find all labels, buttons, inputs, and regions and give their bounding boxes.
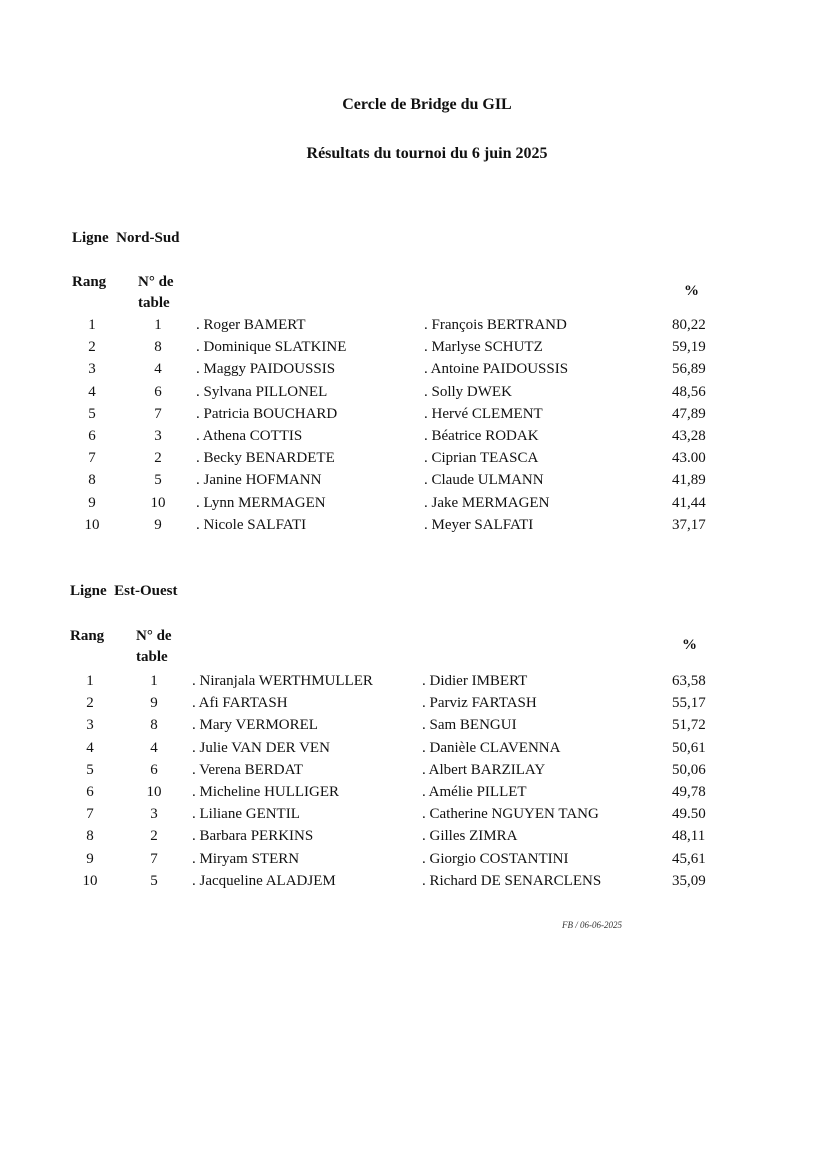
player2-name: . Claude ULMANN [424,472,544,489]
player2-name: . Antoine PAIDOUSSIS [424,361,569,378]
player1-name: . Liliane GENTIL [192,806,300,823]
table-number-cell: 8 [154,339,162,356]
percentage-cell: 41,89 [672,472,706,489]
player2-name: . Jake MERMAGEN [424,494,550,511]
rank-header: Rang [70,628,105,644]
rank-cell: 6 [88,427,96,444]
percentage-cell: 56,89 [672,361,706,378]
player2-name: . Meyer SALFATI [424,516,534,533]
percentage-cell: 48,11 [672,828,706,845]
player2-name: . Gilles ZIMRA [422,828,518,845]
table-row [0,851,826,873]
table-number-cell: 6 [150,761,158,778]
player1-name: . Janine HOFMANN [196,472,322,489]
table-row [0,339,826,361]
player2-name: . Solly DWEK [424,383,512,400]
rank-cell: 7 [86,806,94,823]
table-number-cell: 3 [154,427,162,444]
table-row [0,673,826,695]
table-number-cell: 7 [154,405,162,422]
rank-cell: 9 [88,494,96,511]
rank-cell: 1 [86,673,94,689]
rank-cell: 10 [84,516,100,533]
table-row [0,740,826,762]
percentage-cell: 47,89 [672,405,706,422]
section-title-est-ouest: Ligne Est-Ouest [70,583,178,599]
player1-name: . Athena COTTIS [196,427,303,444]
player1-name: . Nicole SALFATI [196,516,307,533]
table-number-cell: 1 [154,317,162,333]
table-header-line2: table [136,649,168,665]
section-title-nord-sud: Ligne Nord-Sud [72,230,180,246]
player1-name: . Micheline HULLIGER [192,783,340,800]
table-row [0,695,826,717]
table-row [0,784,826,806]
table-row [0,495,826,517]
table-row [0,717,826,739]
rank-cell: 5 [86,761,94,778]
results-table-est-ouest [0,673,826,895]
player2-name: . Albert BARZILAY [422,761,546,778]
percentage-cell: 50,06 [672,761,706,778]
table-number-cell: 3 [150,806,158,823]
percentage-cell: 43,28 [672,427,706,444]
table-number-cell: 5 [150,872,158,889]
percent-header: % [684,283,699,299]
table-header-line1: N° de [138,274,174,290]
table-number-cell: 10 [146,783,162,800]
percentage-cell: 43.00 [672,450,706,467]
rank-cell: 5 [88,405,96,422]
player1-name: . Jacqueline ALADJEM [192,872,336,889]
player1-name: . Miryam STERN [192,850,300,867]
table-row [0,384,826,406]
player2-name: . Béatrice RODAK [424,427,539,444]
percent-header: % [682,637,697,653]
table-number-cell: 8 [150,717,158,734]
table-row [0,406,826,428]
player2-name: . Danièle CLAVENNA [422,739,561,756]
player1-name: . Lynn MERMAGEN [196,494,326,511]
rank-cell: 7 [88,450,96,467]
footer-note: FB / 06-06-2025 [562,920,622,930]
tournament-title: Résultats du tournoi du 6 juin 2025 [306,145,548,162]
table-number-cell: 10 [150,494,166,511]
table-row [0,472,826,494]
rank-cell: 8 [86,828,94,845]
table-number-cell: 7 [150,850,158,867]
table-number-cell: 5 [154,472,162,489]
table-header-line1: N° de [136,628,172,644]
club-title: Cercle de Bridge du GIL [342,96,512,113]
player2-name: . Parviz FARTASH [422,695,537,712]
player2-name: . Marlyse SCHUTZ [424,339,543,356]
table-number-cell: 4 [150,739,158,756]
player1-name: . Mary VERMOREL [192,717,318,734]
rank-cell: 2 [88,339,96,356]
percentage-cell: 80,22 [672,317,706,333]
percentage-cell: 48,56 [672,383,706,400]
player1-name: . Patricia BOUCHARD [196,405,338,422]
table-number-cell: 2 [154,450,162,467]
table-number-cell: 2 [150,828,158,845]
results-table-nord-sud [0,317,826,539]
table-header [136,626,196,668]
rank-cell: 10 [82,872,98,889]
table-row [0,762,826,784]
table-row [0,317,826,339]
table-row [0,450,826,472]
player1-name: . Roger BAMERT [196,317,306,333]
rank-header: Rang [72,274,107,290]
player2-name: . Sam BENGUI [422,717,517,734]
player1-name: . Dominique SLATKINE [196,339,347,356]
rank-cell: 2 [86,695,94,712]
table-header-line2: table [138,295,170,311]
table-row [0,873,826,895]
player2-name: . Giorgio COSTANTINI [422,850,569,867]
percentage-cell: 49,78 [672,783,706,800]
percentage-cell: 49.50 [672,806,706,823]
rank-cell: 9 [86,850,94,867]
player1-name: . Niranjala WERTHMULLER [192,673,373,689]
table-row [0,806,826,828]
rank-cell: 3 [86,717,94,734]
rank-cell: 4 [86,739,94,756]
percentage-cell: 59,19 [672,339,706,356]
rank-cell: 3 [88,361,96,378]
table-number-cell: 6 [154,383,162,400]
player2-name: . Ciprian TEASCA [424,450,539,467]
player1-name: . Becky BENARDETE [196,450,335,467]
player2-name: . François BERTRAND [424,317,567,333]
table-number-cell: 9 [154,516,162,533]
percentage-cell: 55,17 [672,695,706,712]
rank-cell: 8 [88,472,96,489]
player1-name: . Sylvana PILLONEL [196,383,328,400]
table-number-cell: 4 [154,361,162,378]
table-number-cell: 1 [150,673,158,689]
player2-name: . Catherine NGUYEN TANG [422,806,599,823]
table-number-cell: 9 [150,695,158,712]
player1-name: . Julie VAN DER VEN [192,739,330,756]
rank-cell: 1 [88,317,96,333]
rank-cell: 6 [86,783,94,800]
percentage-cell: 51,72 [672,717,706,734]
percentage-cell: 45,61 [672,850,706,867]
percentage-cell: 50,61 [672,739,706,756]
percentage-cell: 41,44 [672,494,706,511]
table-row [0,428,826,450]
player2-name: . Richard DE SENARCLENS [422,872,602,889]
player2-name: . Hervé CLEMENT [424,405,543,422]
player2-name: . Amélie PILLET [422,783,527,800]
percentage-cell: 37,17 [672,516,706,533]
table-row [0,361,826,383]
player2-name: . Didier IMBERT [422,673,528,689]
player1-name: . Maggy PAIDOUSSIS [196,361,336,378]
player1-name: . Barbara PERKINS [192,828,314,845]
player1-name: . Verena BERDAT [192,761,303,778]
table-row [0,517,826,539]
rank-cell: 4 [88,383,96,400]
table-header [138,272,198,314]
player1-name: . Afi FARTASH [192,695,288,712]
table-row [0,828,826,850]
percentage-cell: 63,58 [672,673,706,689]
percentage-cell: 35,09 [672,872,706,889]
